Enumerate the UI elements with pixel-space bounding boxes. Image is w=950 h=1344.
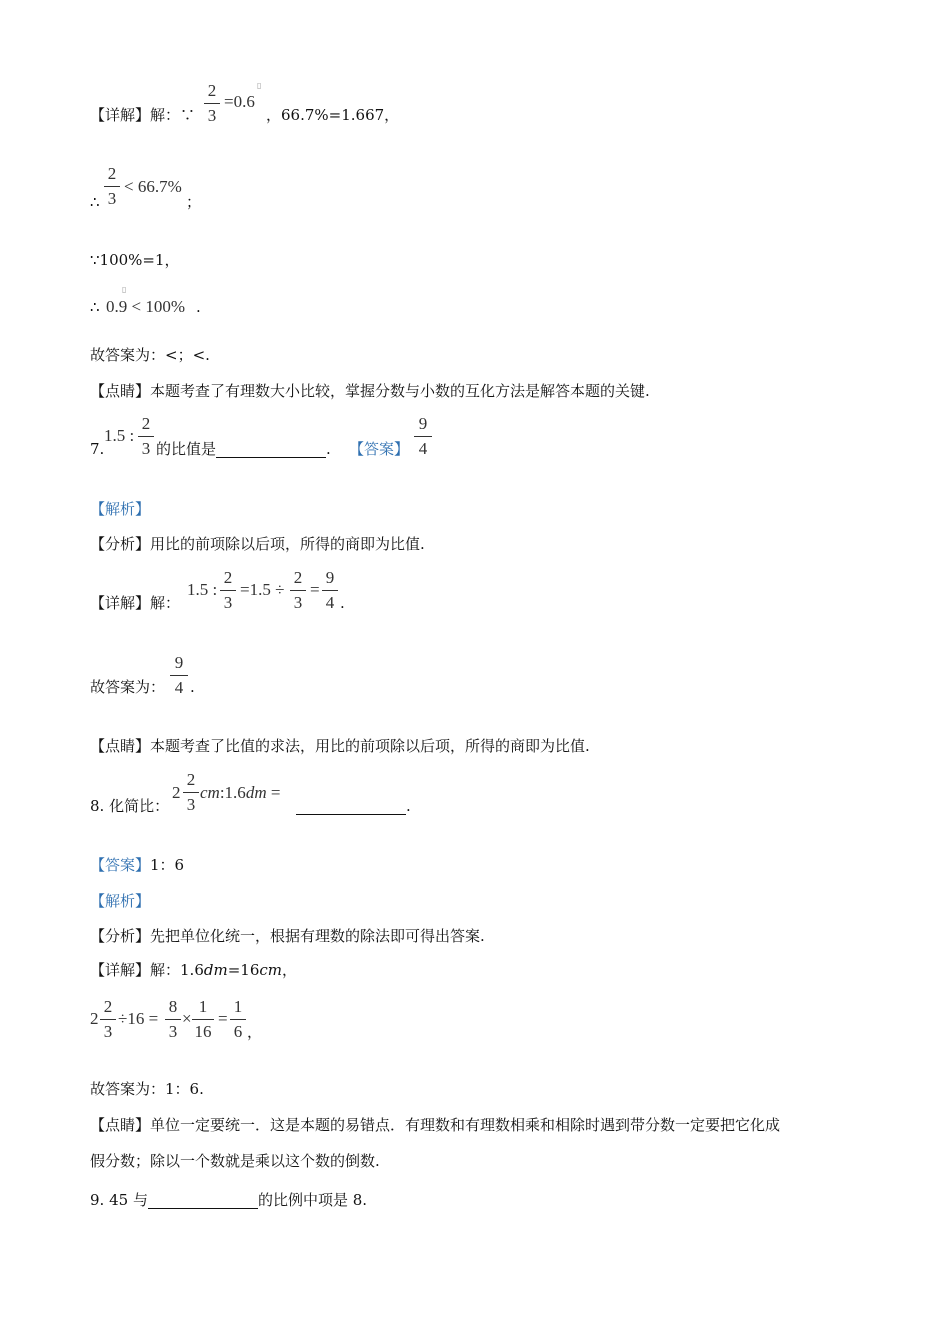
fraction-bar bbox=[192, 1019, 214, 1020]
numerator: 9 bbox=[174, 653, 184, 672]
answer-tag: 【答案】 bbox=[90, 856, 151, 874]
fraction-2-3 bbox=[220, 569, 236, 611]
period: . bbox=[326, 440, 331, 458]
fraction-bar bbox=[414, 436, 432, 437]
fraction-2-3 bbox=[138, 415, 154, 457]
question-number: 9. bbox=[90, 1191, 105, 1209]
denominator: 3 bbox=[223, 593, 233, 612]
denominator: 3 bbox=[168, 1022, 178, 1041]
ratio-expression: 1.5 : bbox=[104, 426, 135, 445]
fraction-bar bbox=[230, 1019, 246, 1020]
detail-jie: 解：1.6 bbox=[150, 961, 204, 979]
key-point-continued: 假分数；除以一个数就是乘以这个数的倒数. bbox=[90, 1152, 380, 1170]
analysis-tag: 【解析】 bbox=[90, 500, 151, 518]
analysis-tag: 【解析】 bbox=[90, 892, 151, 910]
denominator: 16 bbox=[194, 1022, 212, 1041]
result-fraction bbox=[322, 569, 338, 611]
fraction-bar bbox=[138, 436, 154, 437]
answer-line: 故答案为：1：6. bbox=[90, 1080, 204, 1098]
unit-cm: cm bbox=[259, 961, 282, 979]
numerator: 9 bbox=[325, 568, 335, 587]
comparison: 0.9 < 100% bbox=[106, 297, 185, 316]
fraction-bar bbox=[183, 792, 199, 793]
numerator: 8 bbox=[168, 997, 178, 1016]
fraction-2-3 bbox=[183, 771, 199, 813]
question-number: 7. bbox=[90, 440, 105, 458]
question-stem: 化简比： bbox=[109, 797, 170, 815]
denominator: 3 bbox=[103, 1022, 113, 1041]
repeating-dot-mark: ▯ bbox=[122, 285, 127, 294]
numerator: 2 bbox=[141, 414, 151, 433]
answer-line: 故答案为：<；<. bbox=[90, 346, 210, 364]
fraction-2-3 bbox=[104, 165, 120, 207]
fraction-1-6 bbox=[230, 998, 246, 1040]
period: . bbox=[340, 594, 345, 612]
key-point: 【点睛】单位一定要统一．这是本题的易错点．有理数和有理数相乘和相除时遇到带分数一定要把它化成 bbox=[90, 1116, 781, 1134]
detail-tag: 【详解】 bbox=[90, 594, 151, 612]
key-point: 【点睛】本题考查了有理数大小比较，掌握分数与小数的互化方法是解答本题的关键. bbox=[90, 382, 650, 400]
equals: = bbox=[270, 783, 281, 802]
answer-blank[interactable] bbox=[148, 1193, 258, 1209]
answer-line bbox=[90, 858, 184, 873]
question-stem-b: 的比例中项是 8. bbox=[257, 1191, 368, 1209]
question-number: 8. bbox=[90, 797, 105, 815]
unit-dm: dm bbox=[203, 961, 228, 979]
equals: = bbox=[310, 580, 320, 599]
answer-value: 1：6 bbox=[150, 856, 185, 874]
period: . bbox=[406, 797, 411, 815]
answer-blank[interactable] bbox=[296, 799, 406, 815]
mixed-number-whole: 2 bbox=[172, 783, 181, 802]
detail-line-1-rest: ，66.7%=1.667， bbox=[266, 106, 400, 124]
denominator: 3 bbox=[107, 189, 117, 208]
answer-blank[interactable] bbox=[216, 442, 326, 458]
question-text bbox=[156, 442, 331, 458]
fraction-bar bbox=[165, 1019, 181, 1020]
question-line bbox=[90, 799, 169, 814]
numerator: 9 bbox=[418, 414, 428, 433]
comma: ， bbox=[281, 961, 297, 979]
because-symbol: ∵ bbox=[180, 106, 196, 124]
denominator: 4 bbox=[418, 439, 428, 458]
question-line bbox=[90, 1193, 367, 1209]
equals-decimal: =0.6 bbox=[224, 92, 255, 111]
answer-line: 故答案为： bbox=[90, 678, 166, 696]
period: . bbox=[196, 298, 201, 316]
period: . bbox=[190, 678, 195, 696]
analysis-line: 【分析】先把单位化统一，根据有理数的除法即可得出答案. bbox=[90, 927, 485, 945]
numerator: 1 bbox=[233, 997, 243, 1016]
denominator: 3 bbox=[293, 593, 303, 612]
fraction-bar bbox=[322, 590, 338, 591]
numerator: 2 bbox=[107, 164, 117, 183]
numerator: 2 bbox=[186, 770, 196, 789]
division-expression: =1.5 ÷ bbox=[240, 580, 285, 599]
detail-line-1 bbox=[90, 108, 195, 123]
unit-cm: cm bbox=[200, 783, 220, 802]
division-expression: ÷16 = bbox=[118, 1009, 159, 1028]
because-line: ∵100%=1， bbox=[90, 251, 180, 269]
ratio-middle: :1.6 bbox=[219, 783, 246, 802]
denominator: 3 bbox=[207, 106, 217, 125]
fraction-bar bbox=[104, 186, 120, 187]
equals: = bbox=[218, 1009, 228, 1028]
ratio-expression: 1.5 : bbox=[187, 580, 218, 599]
detail-tag: 【详解】 bbox=[90, 961, 151, 979]
equals: =16 bbox=[227, 961, 260, 979]
fraction-1-16 bbox=[192, 998, 214, 1040]
therefore-symbol: ∴ bbox=[90, 298, 100, 316]
fraction-2-3 bbox=[204, 82, 220, 124]
numerator: 2 bbox=[207, 81, 217, 100]
fraction-2-3 bbox=[290, 569, 306, 611]
numerator: 2 bbox=[293, 568, 303, 587]
answer-fraction bbox=[170, 654, 188, 696]
denominator: 4 bbox=[325, 593, 335, 612]
fraction-bar bbox=[170, 675, 188, 676]
fraction-bar bbox=[290, 590, 306, 591]
denominator: 3 bbox=[186, 795, 196, 814]
detail-line bbox=[90, 963, 297, 978]
detail-jie: 解： bbox=[150, 106, 181, 124]
detail-line bbox=[90, 596, 180, 611]
times-sign: × bbox=[182, 1009, 192, 1028]
denominator: 6 bbox=[233, 1022, 243, 1041]
semicolon: ； bbox=[186, 193, 202, 211]
fraction-bar bbox=[220, 590, 236, 591]
fraction-bar bbox=[204, 103, 220, 104]
numerator: 2 bbox=[103, 997, 113, 1016]
unit-dm: dm bbox=[245, 783, 267, 802]
fraction-8-3 bbox=[165, 998, 181, 1040]
answer-fraction bbox=[414, 415, 432, 457]
repeating-dot-mark: ▯ bbox=[257, 81, 262, 90]
analysis-line: 【分析】用比的前项除以后项，所得的商即为比值. bbox=[90, 535, 425, 553]
fraction-2-3 bbox=[100, 998, 116, 1040]
comparison: < 66.7% bbox=[124, 177, 182, 196]
key-point: 【点睛】本题考查了比值的求法，用比的前项除以后项，所得的商即为比值. bbox=[90, 737, 590, 755]
fraction-bar bbox=[100, 1019, 116, 1020]
numerator: 1 bbox=[198, 997, 208, 1016]
therefore-symbol: ∴ bbox=[90, 193, 100, 211]
mixed-number-whole: 2 bbox=[90, 1009, 99, 1028]
question-stem: 的比值是 bbox=[156, 440, 217, 458]
ratio-expression bbox=[200, 784, 280, 801]
denominator: 4 bbox=[174, 678, 184, 697]
comma: ， bbox=[247, 1023, 263, 1041]
question-stem-a: 45 与 bbox=[109, 1191, 148, 1209]
numerator: 2 bbox=[223, 568, 233, 587]
detail-jie: 解： bbox=[150, 594, 181, 612]
detail-tag: 【详解】 bbox=[90, 106, 151, 124]
answer-tag: 【答案】 bbox=[349, 440, 410, 458]
denominator: 3 bbox=[141, 439, 151, 458]
answer-blank-line bbox=[296, 799, 411, 815]
